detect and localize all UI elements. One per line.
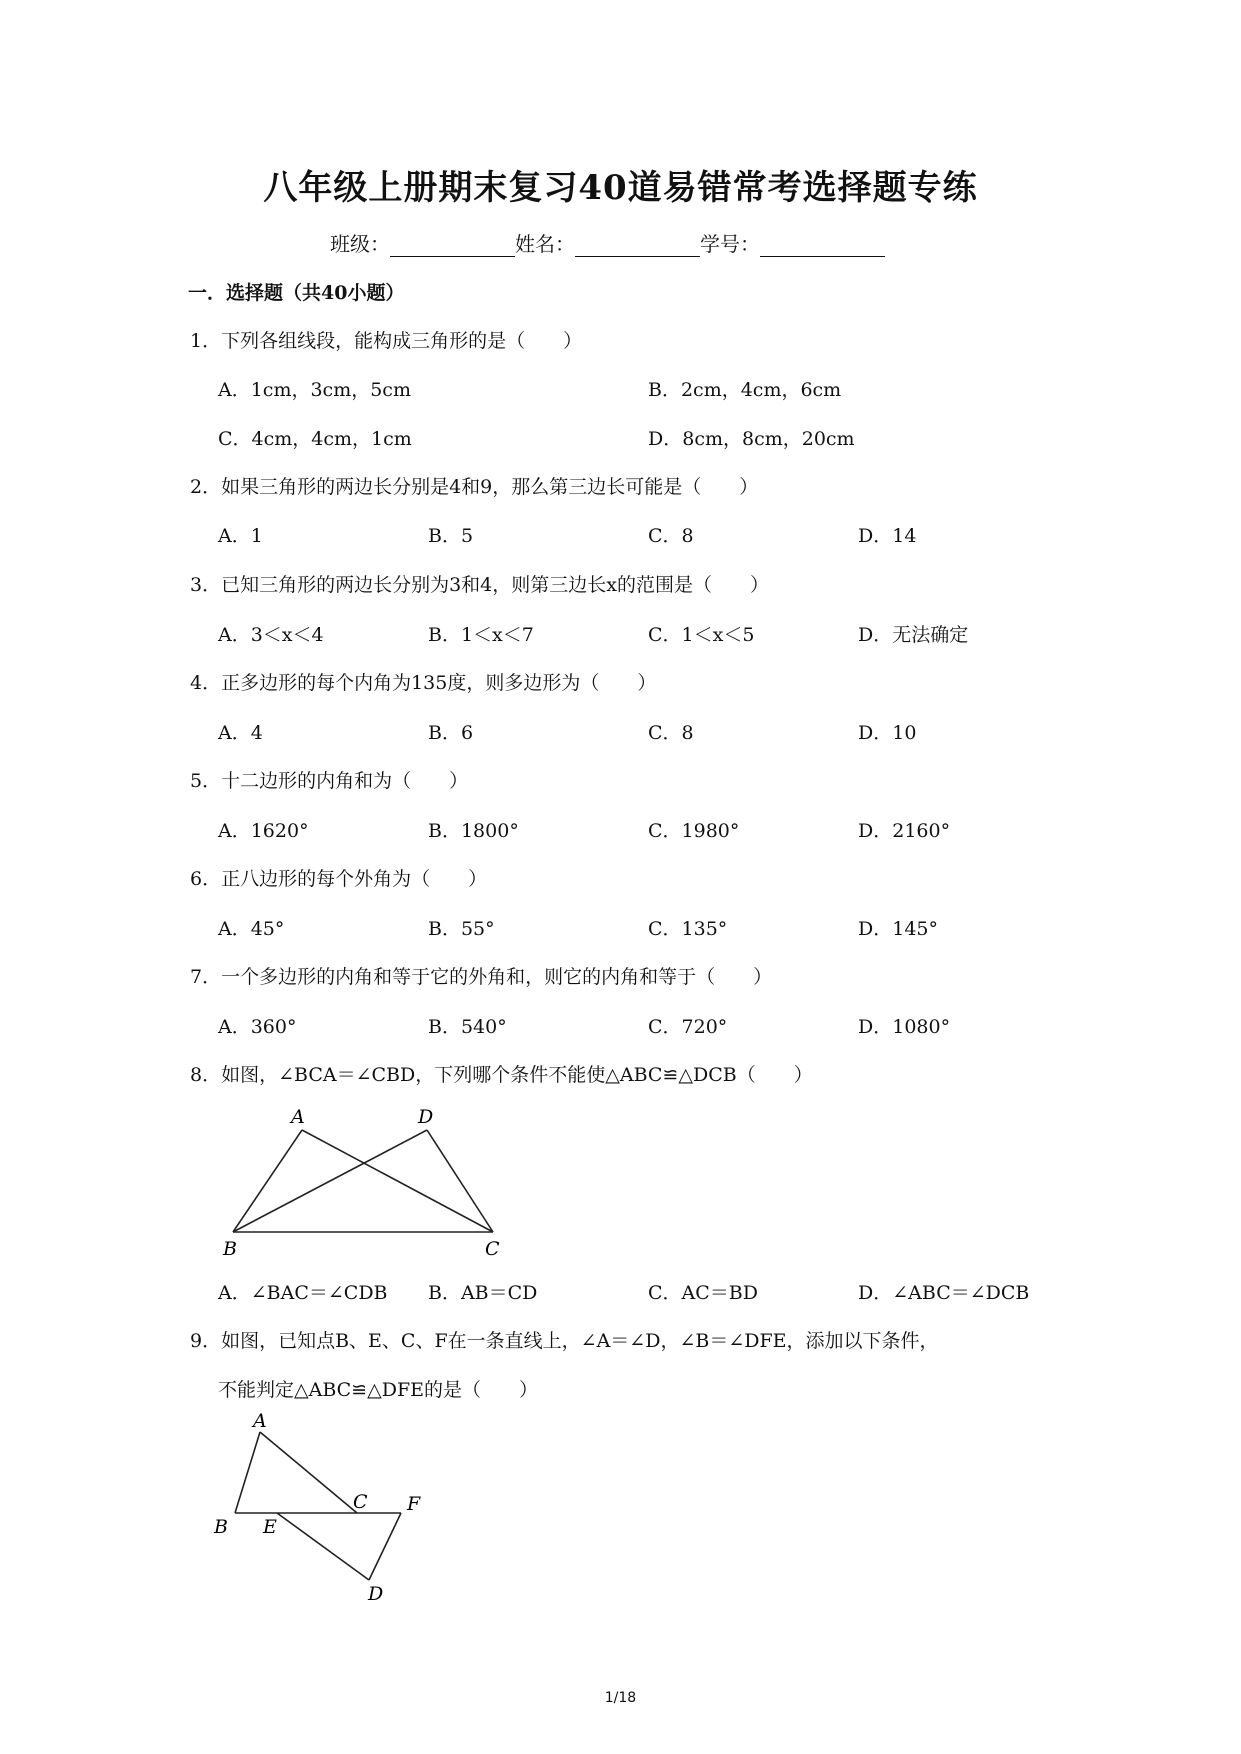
segment-ed: [277, 1513, 369, 1580]
option-c: C．135°: [648, 918, 728, 940]
label-a: A: [291, 1106, 305, 1128]
option-c: C．720°: [648, 1016, 728, 1038]
question-text: 十二边形的内角和为（ ）: [221, 770, 469, 792]
question-text: 一个多边形的内角和等于它的外角和，则它的内角和等于（ ）: [221, 966, 773, 988]
question-number: 3．: [190, 574, 222, 596]
question-number: 1．: [190, 330, 222, 352]
question-9: [190, 1326, 939, 1353]
question-text: 如果三角形的两边长分别是4和9，那么第三边长可能是（ ）: [221, 476, 759, 498]
page-title: 八年级上册期末复习40道易错常考选择题专练: [263, 168, 978, 208]
question-text: 下列各组线段，能构成三角形的是（ ）: [221, 330, 583, 352]
option-a: A．4: [218, 722, 263, 744]
option-c: C．1980°: [648, 820, 740, 842]
segment-ac: [260, 1432, 357, 1513]
id-label: 学号：: [700, 232, 760, 256]
question-9-line-2: 不能判定△ABC≌△DFE的是（ ）: [218, 1379, 539, 1401]
option-c: C．4cm，4cm，1cm: [218, 428, 412, 450]
question-text: 如图，已知点B、E、C、F在一条直线上，∠A＝∠D，∠B＝∠DFE，添加以下条件，: [221, 1330, 939, 1352]
label-e: E: [263, 1516, 277, 1538]
option-c: C．AC＝BD: [648, 1282, 758, 1304]
option-c: C．8: [648, 722, 694, 744]
option-b: B．1800°: [428, 820, 519, 842]
question-number: 9．: [190, 1330, 222, 1352]
option-b: B．2cm，4cm，6cm: [648, 379, 842, 401]
option-b: B．55°: [428, 918, 495, 940]
question-text: 正八边形的每个外角为（ ）: [221, 868, 488, 890]
label-a: A: [253, 1410, 267, 1432]
option-d: D．8cm，8cm，20cm: [648, 428, 855, 450]
option-b: B．6: [428, 722, 474, 744]
option-b: B．5: [428, 525, 474, 547]
option-d: D．无法确定: [858, 624, 969, 646]
student-info-line: [330, 228, 885, 257]
option-d: D．∠ABC＝∠DCB: [858, 1282, 1030, 1304]
label-c: C: [485, 1238, 500, 1260]
question-5: [190, 766, 468, 793]
question-6: [190, 864, 487, 891]
label-b: B: [214, 1516, 228, 1538]
segment-dc: [427, 1130, 493, 1232]
question-7: [190, 962, 772, 989]
name-blank: [575, 234, 700, 257]
name-label: 姓名：: [515, 232, 575, 256]
option-b: B．540°: [428, 1016, 507, 1038]
option-a: A．1cm，3cm，5cm: [218, 379, 411, 401]
option-a: A．∠BAC＝∠CDB: [218, 1282, 388, 1304]
question-number: 6．: [190, 868, 222, 890]
option-a: A．45°: [218, 918, 285, 940]
option-d: D．2160°: [858, 820, 951, 842]
page-number: 1/18: [604, 1690, 637, 1706]
figure-q8: [215, 1100, 515, 1265]
question-text: 如图，∠BCA＝∠CBD，下列哪个条件不能使△ABC≌△DCB（ ）: [221, 1064, 813, 1086]
label-d: D: [418, 1106, 434, 1128]
option-a: A．1: [218, 525, 263, 547]
label-d: D: [368, 1583, 384, 1605]
figure-q9: [210, 1410, 440, 1605]
question-3: [190, 570, 769, 597]
option-a: A．360°: [218, 1016, 297, 1038]
question-number: 8．: [190, 1064, 222, 1086]
option-b: B．1＜x＜7: [428, 624, 534, 646]
id-blank: [760, 234, 885, 257]
question-4: [190, 668, 656, 695]
class-blank: [390, 234, 515, 257]
segment-ab: [235, 1432, 260, 1513]
label-b: B: [223, 1238, 237, 1260]
question-8: [190, 1060, 813, 1087]
question-text: 正多边形的每个内角为135度，则多边形为（ ）: [221, 672, 657, 694]
question-2: [190, 472, 758, 499]
class-label: 班级：: [330, 232, 390, 256]
question-1: [190, 326, 582, 353]
option-a: A．1620°: [218, 820, 309, 842]
label-f: F: [407, 1493, 421, 1515]
segment-fd: [369, 1513, 401, 1580]
question-number: 4．: [190, 672, 222, 694]
option-c: C．8: [648, 525, 694, 547]
question-text: 已知三角形的两边长分别为3和4，则第三边长x的范围是（ ）: [221, 574, 769, 596]
section-heading: 一．选择题（共40小题）: [188, 282, 405, 304]
option-a: A．3＜x＜4: [218, 624, 324, 646]
option-d: D．145°: [858, 918, 938, 940]
question-number: 2．: [190, 476, 222, 498]
question-number: 7．: [190, 966, 222, 988]
option-d: D．10: [858, 722, 917, 744]
option-d: D．1080°: [858, 1016, 951, 1038]
option-c: C．1＜x＜5: [648, 624, 755, 646]
option-b: B．AB＝CD: [428, 1282, 538, 1304]
segment-ab: [233, 1130, 302, 1232]
question-number: 5．: [190, 770, 222, 792]
label-c: C: [353, 1491, 368, 1513]
option-d: D．14: [858, 525, 917, 547]
